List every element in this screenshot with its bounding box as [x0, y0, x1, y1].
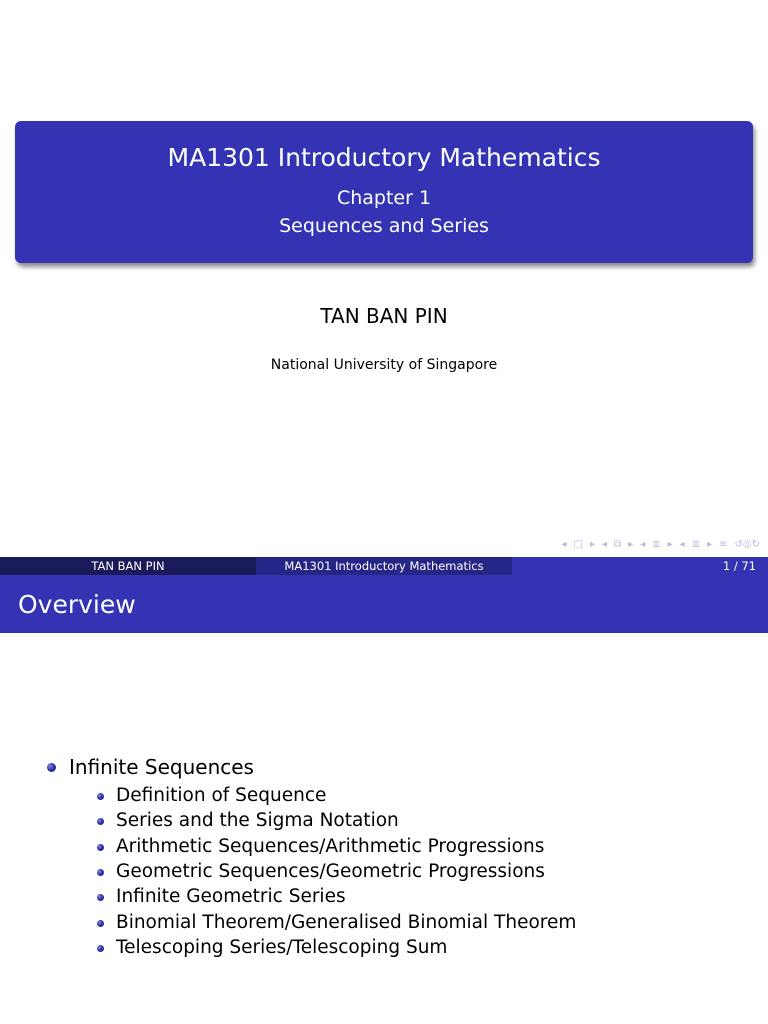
nav-document-icon[interactable]: ≣	[691, 539, 701, 550]
outline-section: Infinite Sequences	[69, 755, 254, 779]
outline-subsection: Telescoping Series/Telescoping Sum	[116, 936, 448, 958]
title-box	[15, 121, 753, 263]
subsection-bullet-icon	[97, 818, 104, 825]
footline-author: TAN BAN PIN	[0, 557, 256, 575]
nav-subsection-next-icon[interactable]: ▸	[628, 539, 634, 550]
footline-title: MA1301 Introductory Mathematics	[256, 557, 512, 575]
subsection-bullet-icon	[97, 894, 104, 901]
nav-frame-icon[interactable]: □	[573, 539, 583, 550]
section-bullet-icon	[47, 763, 56, 772]
page-number: 1 / 71	[722, 559, 756, 573]
subsection-bullet-icon	[97, 869, 104, 876]
presentation-subtitle: Sequences and Series	[279, 215, 489, 237]
outline-subsection: Infinite Geometric Series	[116, 886, 346, 908]
outline-subsection: Binomial Theorem/Generalised Binomial Theorem	[116, 911, 577, 933]
chapter-label: Chapter 1	[336, 187, 432, 209]
navigation-symbols	[562, 538, 761, 552]
nav-subsection-icon[interactable]: ⧉	[614, 539, 622, 550]
nav-document-next-icon[interactable]: ▸	[707, 539, 713, 550]
nav-subsection-prev-icon[interactable]: ◂	[602, 539, 608, 550]
nav-section-prev-icon[interactable]: ◂	[640, 539, 646, 550]
overview-outline	[0, 633, 768, 1024]
subsection-bullet-icon	[97, 844, 104, 851]
outline-subsection: Definition of Sequence	[116, 785, 327, 806]
subsection-bullet-icon	[97, 920, 104, 927]
nav-search-icon[interactable]: ↺◎↻	[734, 539, 760, 550]
nav-appendix-icon[interactable]: ≡	[719, 539, 728, 550]
nav-frame-next-icon[interactable]: ▸	[589, 539, 596, 550]
subsection-bullet-icon	[97, 945, 104, 952]
nav-frame-prev-icon[interactable]: ◂	[561, 539, 567, 550]
outline-subsection: Series and the Sigma Notation	[116, 810, 399, 832]
presentation-title: MA1301 Introductory Mathematics	[167, 143, 601, 172]
frame-title: Overview	[18, 590, 136, 619]
nav-section-next-icon[interactable]: ▸	[667, 539, 673, 550]
author-name: TAN BAN PIN	[320, 304, 448, 328]
outline-subsection: Arithmetic Sequences/Arithmetic Progressions	[116, 835, 545, 857]
outline-subsection: Geometric Sequences/Geometric Progressions	[116, 860, 545, 882]
nav-section-icon[interactable]: ≣	[652, 539, 661, 550]
frame-title-bar	[0, 575, 768, 633]
footline	[0, 557, 768, 575]
footline-page-box	[512, 557, 768, 575]
nav-document-prev-icon[interactable]: ◂	[679, 539, 685, 550]
subsection-bullet-icon	[97, 793, 104, 800]
institute-name: National University of Singapore	[270, 357, 498, 373]
